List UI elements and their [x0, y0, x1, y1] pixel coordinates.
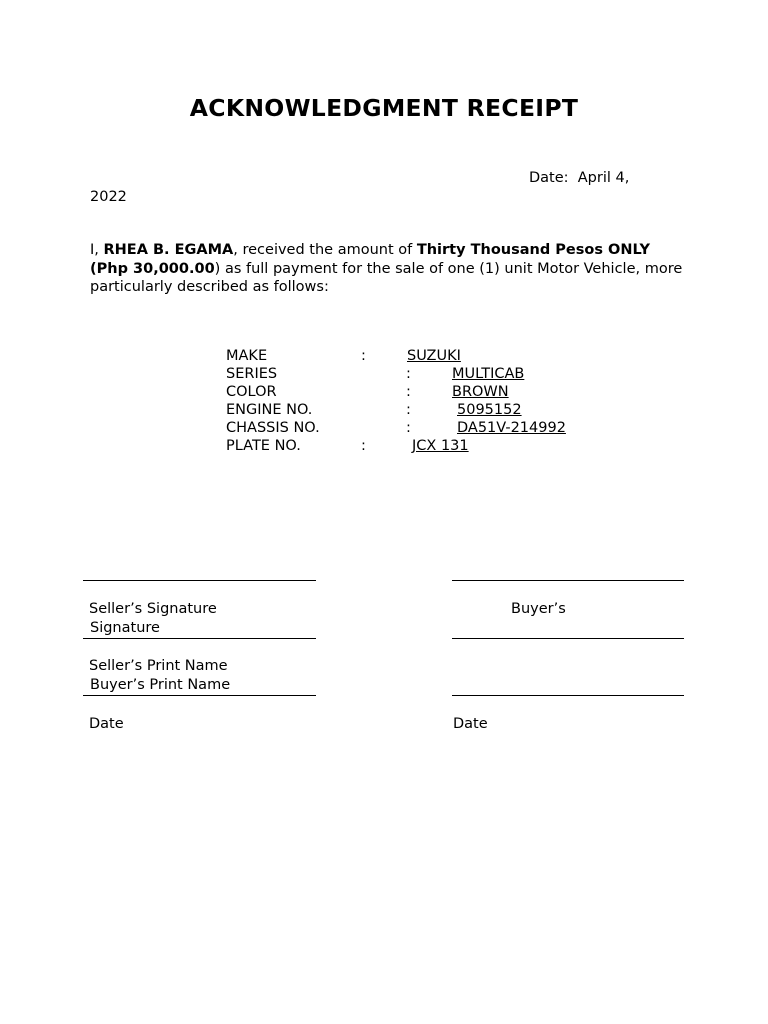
vehicle-colon: :	[361, 438, 366, 454]
vehicle-label: SERIES	[226, 366, 278, 382]
vehicle-label: COLOR	[226, 384, 277, 400]
vehicle-label: MAKE	[226, 348, 268, 364]
buyer-signature-line	[452, 580, 684, 581]
vehicle-value: SUZUKI	[407, 348, 461, 364]
buyer-print-name-line	[452, 638, 684, 639]
date-line	[529, 169, 629, 187]
buyer-signature-label: Buyer’s	[511, 601, 566, 617]
vehicle-colon: :	[406, 402, 411, 418]
date-year: 2022	[90, 189, 127, 205]
amount-words: Thirty Thousand Pesos ONLY	[416, 242, 650, 258]
seller-print-name-label: Seller’s Print Name	[89, 658, 228, 674]
seller-signature-line	[83, 580, 316, 581]
vehicle-value: MULTICAB	[452, 366, 525, 382]
vehicle-value: 5095152	[457, 402, 522, 418]
amount-figure: Php 30,000.00	[96, 260, 215, 277]
vehicle-value: DA51V-214992	[457, 420, 566, 436]
seller-signature-label: Seller’s Signature	[89, 601, 217, 617]
date-value: April 4,	[577, 170, 630, 186]
vehicle-value: BROWN	[452, 384, 509, 400]
date-label: Date:	[529, 170, 569, 186]
recipient-name: RHEA B. EGAMA	[103, 242, 234, 258]
receipt-body-paragraph: I, RHEA B. EGAMA, received the amount of Thirty Thousand Pesos ONLY (Php 30,000.00) as full payment for the sale of one (1) unit Motor Vehicle, more particularly described as follows:	[90, 242, 683, 295]
vehicle-label: CHASSIS NO.	[226, 420, 320, 436]
vehicle-value: JCX 131	[412, 438, 469, 454]
buyer-print-name-label: Buyer’s Print Name	[90, 677, 231, 693]
vehicle-label: PLATE NO.	[226, 438, 301, 454]
vehicle-colon: :	[406, 384, 411, 400]
vehicle-colon: :	[361, 348, 366, 364]
seller-print-name-line	[83, 638, 316, 639]
buyer-signature-label-cont: Signature	[90, 620, 160, 636]
buyer-date-label: Date	[453, 716, 488, 732]
buyer-date-line	[452, 695, 684, 696]
vehicle-label: ENGINE NO.	[226, 402, 313, 418]
vehicle-colon: :	[406, 366, 411, 382]
seller-date-label: Date	[89, 716, 124, 732]
seller-date-line	[83, 695, 316, 696]
receipt-title: ACKNOWLEDGMENT RECEIPT	[189, 94, 579, 122]
vehicle-colon: :	[406, 420, 411, 436]
